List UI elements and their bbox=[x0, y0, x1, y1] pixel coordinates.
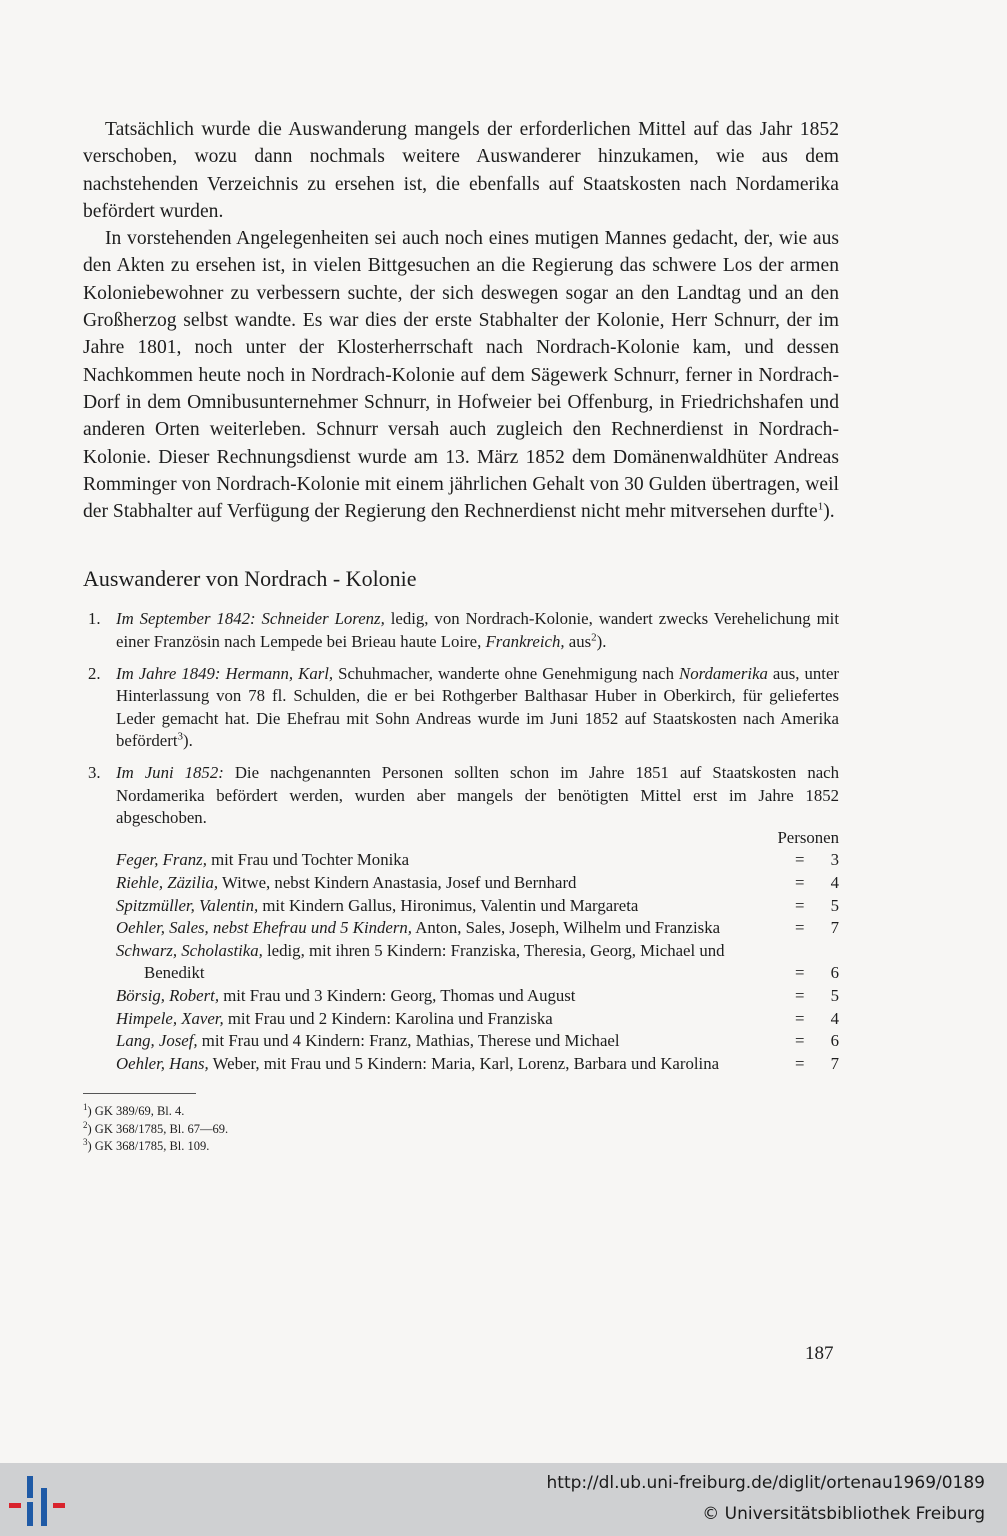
persons-column-header: Personen bbox=[777, 827, 839, 847]
person-entry bbox=[116, 1008, 789, 1031]
person-entry bbox=[116, 872, 789, 895]
person-desc: Weber, mit Frau und 5 Kindern: Maria, Karl, Lorenz, Barbara und Karolina bbox=[208, 1053, 720, 1073]
footnote-mark: 3 bbox=[83, 1137, 88, 1148]
person-count bbox=[789, 1030, 839, 1053]
equals-sign: = bbox=[795, 1031, 805, 1051]
footnote bbox=[83, 1138, 839, 1156]
library-footer bbox=[0, 1463, 1007, 1536]
footnote-mark: 2 bbox=[83, 1119, 88, 1130]
paragraph-2 bbox=[83, 225, 839, 525]
footnote bbox=[83, 1121, 839, 1139]
copyright-notice: © Universitätsbibliothek Freiburg bbox=[702, 1504, 985, 1524]
entry-number: 3. bbox=[88, 763, 101, 783]
page-content bbox=[83, 116, 839, 1156]
page-number: 187 bbox=[805, 1343, 834, 1364]
person-name: Feger, Franz, bbox=[116, 850, 207, 870]
person-count bbox=[789, 1053, 839, 1076]
entry-plain: Schuhmacher, wanderte ohne Genehmigung nach bbox=[333, 663, 680, 683]
section-heading: Auswanderer von Nordrach - Kolonie bbox=[83, 566, 417, 592]
entry-number: 1. bbox=[88, 609, 101, 629]
person-entry bbox=[116, 917, 789, 940]
footnote bbox=[83, 1103, 839, 1121]
footnote-text: ) GK 389/69, Bl. 4. bbox=[87, 1104, 185, 1119]
person-count bbox=[789, 849, 839, 872]
equals-sign: = bbox=[795, 850, 805, 870]
equals-sign: = bbox=[795, 918, 805, 938]
person-name: Schwarz, Scholastika, bbox=[116, 940, 263, 960]
entry-tail: ). bbox=[596, 632, 607, 652]
person-name: Spitzmüller, Valentin, bbox=[116, 895, 259, 915]
table-row bbox=[116, 1030, 839, 1053]
entry-plain-2: aus bbox=[564, 632, 592, 652]
footnotes bbox=[83, 1103, 839, 1156]
count-value: 7 bbox=[830, 1053, 839, 1073]
table-row bbox=[116, 940, 839, 985]
count-value: 7 bbox=[830, 918, 839, 938]
count-value: 4 bbox=[830, 1008, 839, 1028]
person-entry bbox=[116, 985, 789, 1008]
person-name: Himpele, Xaver, bbox=[116, 1008, 224, 1028]
table-row bbox=[116, 895, 839, 918]
table-row bbox=[116, 1053, 839, 1076]
person-count bbox=[789, 895, 839, 918]
document-url[interactable]: http://dl.ub.uni-freiburg.de/diglit/ortenau1969/0189 bbox=[546, 1473, 985, 1493]
person-desc: mit Frau und 3 Kindern: Georg, Thomas und August bbox=[219, 985, 576, 1005]
person-name: Oehler, Hans, bbox=[116, 1053, 209, 1073]
table-row bbox=[116, 1008, 839, 1031]
person-entry bbox=[116, 895, 789, 918]
footnote-mark: 1 bbox=[83, 1102, 88, 1113]
equals-sign: = bbox=[795, 985, 805, 1005]
person-name: Lang, Josef, bbox=[116, 1031, 198, 1051]
entry-number: 2. bbox=[88, 663, 101, 683]
person-entry bbox=[116, 940, 789, 985]
person-count bbox=[789, 940, 839, 985]
equals-sign: = bbox=[795, 895, 805, 915]
count-value: 3 bbox=[830, 850, 839, 870]
equals-sign: = bbox=[795, 872, 805, 892]
table-row bbox=[116, 985, 839, 1008]
library-logo-icon bbox=[9, 1476, 65, 1526]
count-value: 4 bbox=[830, 872, 839, 892]
entry-text bbox=[116, 663, 839, 753]
paragraph-2-text: In vorstehenden Angelegenheiten sei auch noch eines mutigen Mannes gedacht, der, wie aus den Akten zu ersehen ist, in vielen Bittgesuchen an die Regierung das schwere Los der armen Koloniebewohner zu verbessern suchte, der sich deswegen sogar an den Landtag und an den Großherzog selbst wandte. Es war dies der erste Stabhalter der Kolonie, Herr Schnurr, der im Jahre 1801, noch unter der Klosterherrschaft nach Nordrach-Kolonie kam, und dessen Nachkommen heute noch in Nordrach-Kolonie auf dem Sägewerk Schnurr, ferner in Nordrach-Dorf in dem Omnibusunternehmer Schnurr, in Hofweier bei Offenburg, in Friedrichshafen und anderen Orten weiterleben. Schnurr versah auch zugleich den Rechnerdienst in Nordrach-Kolonie. Dieser Rechnungsdienst wurde am 13. März 1852 dem Domänenwaldhüter Andreas Romminger von Nordrach-Kolonie mit einem jährlichen Gehalt von 30 Gulden übertragen, weil der Stabhalter auf Verfügung der Regierung den Rechnerdienst nicht mehr mitversehen durfte bbox=[83, 228, 839, 523]
entry-plain: Die nachgenannten Personen sollten schon im Jahre 1851 auf Staatskosten nach Nordamerika befördert werden, wurden aber mangels der benötigten Mittel erst im Jahre 1852 abgeschoben. bbox=[116, 763, 840, 828]
count-value: 6 bbox=[830, 1031, 839, 1051]
entry-italic-2: Nordamerika bbox=[679, 663, 768, 683]
footnote-ref: 3 bbox=[177, 730, 183, 743]
count-value: 5 bbox=[830, 985, 839, 1005]
person-desc: Witwe, nebst Kindern Anastasia, Josef und Bernhard bbox=[218, 872, 577, 892]
person-desc: Anton, Sales, Joseph, Wilhelm und Franziska bbox=[411, 918, 721, 938]
count-value: 6 bbox=[830, 963, 839, 983]
person-name: Börsig, Robert, bbox=[116, 985, 220, 1005]
person-count bbox=[789, 872, 839, 895]
equals-sign: = bbox=[795, 963, 805, 983]
person-count bbox=[789, 1008, 839, 1031]
person-entry bbox=[116, 1053, 789, 1076]
table-row bbox=[116, 872, 839, 895]
person-desc: ledig, mit ihren 5 Kindern: Franziska, Theresia, Georg, Michael und Benedikt bbox=[144, 940, 725, 983]
entry-italic-2: Frankreich, bbox=[485, 632, 565, 652]
list-item bbox=[83, 663, 839, 753]
person-desc: mit Frau und 4 Kindern: Franz, Mathias, Therese und Michael bbox=[197, 1031, 620, 1051]
footnote-ref: 2 bbox=[591, 631, 597, 644]
person-entry bbox=[116, 1030, 789, 1053]
entry-italic: Im Jahre 1849: Hermann, Karl, bbox=[116, 663, 334, 683]
footnote-ref: 1 bbox=[817, 500, 824, 513]
list-item bbox=[83, 762, 839, 830]
paragraph-1: Tatsächlich wurde die Auswanderung mangels der erforderlichen Mittel auf das Jahr 1852 verschoben, wozu dann nochmals weitere Auswanderer hinzukamen, wie aus dem nachstehenden Verzeichnis zu ersehen ist, die ebenfalls auf Staatskosten nach Nordamerika befördert wurden. bbox=[83, 119, 839, 222]
equals-sign: = bbox=[795, 1053, 805, 1073]
person-name: Riehle, Zäzilia, bbox=[116, 872, 219, 892]
person-desc: mit Frau und Tochter Monika bbox=[206, 850, 410, 870]
entry-text bbox=[116, 608, 839, 653]
entries-list bbox=[83, 608, 839, 829]
entry-tail: ). bbox=[183, 731, 193, 751]
person-desc: mit Frau und 2 Kindern: Karolina und Franziska bbox=[223, 1008, 553, 1028]
person-entry bbox=[116, 849, 789, 872]
equals-sign: = bbox=[795, 1008, 805, 1028]
person-name: Oehler, Sales, nebst Ehefrau und 5 Kindern, bbox=[116, 918, 412, 938]
list-item bbox=[83, 608, 839, 653]
entry-plain-2: aus, unter Hinterlassung von 78 fl. Schulden, die er bei Rothgerber Balthasar Huber in Oberkirch, für geliefertes Leder gemacht hat. Die Ehefrau mit Sohn Andreas wurde im Juni 1852 auf Staatskosten nach Amerika befördert bbox=[116, 663, 840, 751]
person-desc: mit Kindern Gallus, Hironimus, Valentin und Margareta bbox=[258, 895, 639, 915]
entry-text bbox=[116, 762, 839, 830]
footnote-divider bbox=[83, 1093, 196, 1094]
table-row bbox=[116, 917, 839, 940]
entry-italic: Im September 1842: Schneider Lorenz, bbox=[116, 609, 385, 629]
count-value: 5 bbox=[830, 895, 839, 915]
footnote-text: ) GK 368/1785, Bl. 67—69. bbox=[87, 1121, 229, 1136]
footnote-text: ) GK 368/1785, Bl. 109. bbox=[87, 1139, 210, 1154]
table-row bbox=[116, 849, 839, 872]
entry-italic: Im Juni 1852: bbox=[116, 763, 224, 783]
paragraph-2-tail: ). bbox=[823, 501, 835, 523]
person-count bbox=[789, 985, 839, 1008]
persons-list bbox=[116, 827, 839, 1076]
entry-plain: ledig, von Nordrach-Kolonie, wandert zwecks Verehelichung mit einer Französin nach Lempede bei Brieau haute Loire, bbox=[116, 609, 839, 652]
person-count bbox=[789, 917, 839, 940]
